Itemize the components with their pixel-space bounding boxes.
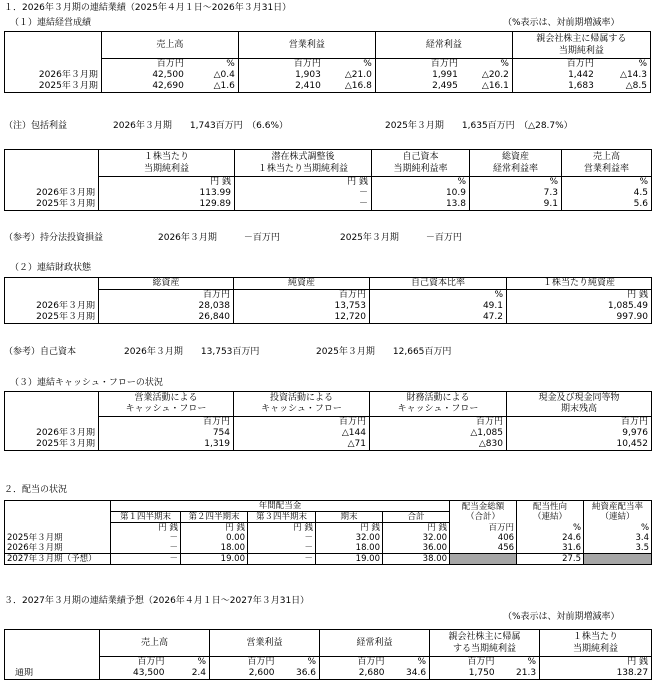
- table-row: [5, 199, 652, 211]
- unit-label: 百万円: [101, 59, 187, 71]
- cell: 10.9: [372, 188, 470, 199]
- cell: －: [248, 554, 316, 565]
- dividends-table: [4, 500, 652, 565]
- row-label: 2026年３月期: [5, 543, 111, 554]
- financial-position-title: （２）連結財政状態: [10, 263, 92, 273]
- cash-flow-table: [4, 391, 652, 451]
- table-row: [5, 439, 652, 451]
- header-net-income: 親会社株主に帰属 する当期純利益: [430, 630, 540, 657]
- unit-label: 百万円: [375, 59, 461, 71]
- row-label: 2025年３月期: [5, 81, 102, 93]
- cell: △830: [370, 439, 507, 451]
- unit-label: 百万円: [430, 657, 498, 669]
- unit-label: 円 銭: [507, 290, 652, 302]
- unit-label: 円 銭: [99, 177, 235, 189]
- unit-label: %: [370, 290, 507, 302]
- header-roa: 総資産 経常利益率: [470, 150, 562, 177]
- table-row: [5, 533, 652, 543]
- cell: 13.8: [372, 199, 470, 211]
- comprehensive-income-2025: 2025年３月期 1,635百万円 （△28.7%）: [385, 121, 573, 131]
- header-operating-profit: 営業利益: [210, 630, 320, 657]
- unit-label: %: [562, 177, 652, 189]
- unit-label: %: [187, 59, 239, 71]
- row-label: 2026年３月期: [5, 301, 99, 312]
- cell: －: [111, 554, 181, 565]
- cell: 1,903: [238, 70, 324, 81]
- row-label: 2025年３月期: [5, 533, 111, 543]
- cell: 32.00: [316, 533, 383, 543]
- cell: 2,600: [210, 668, 278, 680]
- unit-label: 百万円: [450, 523, 517, 534]
- header-net-assets: 純資産: [234, 278, 370, 290]
- unit-label: 百万円: [320, 657, 388, 669]
- table-row: [5, 81, 651, 93]
- cell: 1,442: [512, 70, 596, 81]
- own-capital-label: （参考）自己資本: [4, 347, 77, 357]
- own-capital-2026: 2026年３月期 13,753百万円: [124, 347, 260, 357]
- header-investing-cf: 投資活動による キャッシュ・フロー: [234, 392, 370, 417]
- cell: 138.27: [540, 668, 652, 680]
- cell: 43,500: [100, 668, 168, 680]
- equity-method-label: （参考）持分法投資損益: [4, 233, 104, 243]
- cell: 9.1: [470, 199, 562, 211]
- row-label: 2026年３月期: [5, 70, 102, 81]
- cell: 26,840: [99, 312, 234, 324]
- header-financing-cf: 財務活動による キャッシュ・フロー: [370, 392, 507, 417]
- cell: 4.5: [562, 188, 652, 199]
- cell: △0.4: [187, 70, 239, 81]
- header-ordinary-profit: 経常利益: [320, 630, 430, 657]
- table-row: [5, 301, 652, 312]
- header-q1: 第１四半期末: [111, 512, 181, 523]
- header-net-income: 親会社株主に帰属する 当期純利益: [512, 32, 650, 59]
- header-diluted-eps: 潜在株式調整後 １株当たり当期純利益: [235, 150, 372, 177]
- unit-label: 百万円: [234, 417, 370, 429]
- section1-subtitle: （１）連結経営成績: [10, 18, 92, 28]
- forecast-title: ３．2027年３月期の連結業績予想（2026年４月１日～2027年３月31日）: [4, 596, 310, 606]
- header-annual-dividend: 年間配当金: [111, 501, 450, 512]
- cell: 28,038: [99, 301, 234, 312]
- forecast-table: [4, 629, 652, 680]
- unit-label: %: [278, 657, 320, 669]
- per-share-table: [4, 149, 652, 211]
- unit-label: %: [470, 177, 562, 189]
- shaded-cell: [450, 554, 517, 565]
- own-capital-2025: 2025年３月期 12,665百万円: [316, 347, 452, 357]
- cell: 18.00: [181, 543, 248, 554]
- financial-position-table: [4, 277, 652, 324]
- unit-label: 円 銭: [235, 177, 372, 189]
- cell: 47.2: [370, 312, 507, 324]
- cell: 38.00: [383, 554, 450, 565]
- row-label: 2025年３月期: [5, 199, 99, 211]
- unit-label: %: [324, 59, 376, 71]
- row-label: 2025年３月期: [5, 439, 99, 451]
- cell: △20.2: [461, 70, 513, 81]
- unit-label: 百万円: [99, 290, 234, 302]
- table-row: [5, 543, 652, 554]
- cell: 49.1: [370, 301, 507, 312]
- table-row: [5, 428, 652, 439]
- cell: 13,753: [234, 301, 370, 312]
- header-ordinary-profit: 経常利益: [375, 32, 512, 59]
- cell: 1,991: [375, 70, 461, 81]
- cell: △1,085: [370, 428, 507, 439]
- cell: △1.6: [187, 81, 239, 93]
- unit-label: 百万円: [238, 59, 324, 71]
- header-operating-cf: 営業活動による キャッシュ・フロー: [99, 392, 234, 417]
- unit-label: %: [517, 523, 584, 534]
- cell: －: [235, 199, 372, 211]
- table-row: [5, 188, 652, 199]
- cell: △8.5: [597, 81, 651, 93]
- row-label: 通期: [5, 668, 100, 680]
- unit-label: 円 銭: [316, 523, 383, 534]
- header-sales: 売上高: [100, 630, 210, 657]
- unit-label: 百万円: [507, 417, 652, 429]
- header-roe: 自己資本 当期純利益率: [372, 150, 470, 177]
- cell: △21.0: [324, 70, 376, 81]
- unit-label: 百万円: [370, 417, 507, 429]
- header-year-end: 期末: [316, 512, 383, 523]
- cell: 21.3: [498, 668, 540, 680]
- comprehensive-income-2026: 2026年３月期 1,743百万円 （6.6%）: [113, 121, 289, 131]
- unit-label: %: [584, 523, 652, 534]
- unit-label: 円 銭: [111, 523, 181, 534]
- header-total-dividends: 配当金総額 （合計）: [450, 501, 517, 523]
- cash-flow-title: （３）連結キャッシュ・フローの状況: [10, 378, 163, 388]
- dividends-title: ２．配当の状況: [4, 485, 68, 495]
- header-eps: １株当たり 当期純利益: [99, 150, 235, 177]
- cell: 113.99: [99, 188, 235, 199]
- row-label: 2027年３月期（予想）: [5, 554, 111, 565]
- cell: －: [235, 188, 372, 199]
- cell: 1,683: [512, 81, 596, 93]
- cell: 42,500: [101, 70, 187, 81]
- cell: △144: [234, 428, 370, 439]
- cell: －: [248, 533, 316, 543]
- cell: 1,085.49: [507, 301, 652, 312]
- cell: 754: [99, 428, 234, 439]
- cell: －: [248, 543, 316, 554]
- cell: 12,720: [234, 312, 370, 324]
- cell: △16.1: [461, 81, 513, 93]
- unit-label: 円 銭: [383, 523, 450, 534]
- cell: △71: [234, 439, 370, 451]
- cell: 27.5: [517, 554, 584, 565]
- cell: 32.00: [383, 533, 450, 543]
- cell: 1,750: [430, 668, 498, 680]
- table-row: [5, 554, 652, 565]
- cell: △16.8: [324, 81, 376, 93]
- section1-title: １．2026年３月期の連結業績（2025年４月１日～2026年３月31日）: [4, 3, 292, 13]
- cell: 31.6: [517, 543, 584, 554]
- unit-label: %: [372, 177, 470, 189]
- comprehensive-income-label: （注）包括利益: [4, 121, 68, 131]
- header-sales: 売上高: [101, 32, 238, 59]
- cell: 18.00: [316, 543, 383, 554]
- unit-label: 円 銭: [248, 523, 316, 534]
- cell: 3.5: [584, 543, 652, 554]
- unit-label: 百万円: [99, 417, 234, 429]
- row-label: 2026年３月期: [5, 188, 99, 199]
- cell: 36.6: [278, 668, 320, 680]
- unit-label: 円 銭: [540, 657, 652, 669]
- header-payout-ratio: 配当性向 （連結）: [517, 501, 584, 523]
- cell: 0.00: [181, 533, 248, 543]
- forecast-percent-note: （%表示は、対前期増減率）: [503, 612, 620, 622]
- header-dividend-on-equity: 純資産配当率 （連結）: [584, 501, 652, 523]
- unit-label: %: [498, 657, 540, 669]
- unit-label: %: [461, 59, 513, 71]
- table-row: [5, 312, 652, 324]
- cell: 9,976: [507, 428, 652, 439]
- header-operating-profit: 営業利益: [238, 32, 375, 59]
- header-eps: １株当たり 当期純利益: [540, 630, 652, 657]
- cell: 36.00: [383, 543, 450, 554]
- cell: －: [111, 543, 181, 554]
- cell: 24.6: [517, 533, 584, 543]
- cell: 5.6: [562, 199, 652, 211]
- header-bps: １株当たり純資産: [507, 278, 652, 290]
- cell: 2,495: [375, 81, 461, 93]
- cell: －: [111, 533, 181, 543]
- row-label: 2026年３月期: [5, 428, 99, 439]
- unit-label: %: [597, 59, 651, 71]
- cell: 7.3: [470, 188, 562, 199]
- cell: 10,452: [507, 439, 652, 451]
- unit-label: 百万円: [210, 657, 278, 669]
- cell: 34.6: [388, 668, 430, 680]
- cell: 456: [450, 543, 517, 554]
- cell: 2,680: [320, 668, 388, 680]
- cell: 2,410: [238, 81, 324, 93]
- operating-results-table: [4, 31, 651, 93]
- cell: 19.00: [181, 554, 248, 565]
- cell: △14.3: [597, 70, 651, 81]
- header-total-assets: 総資産: [99, 278, 234, 290]
- cell: 1,319: [99, 439, 234, 451]
- unit-label: 百万円: [512, 59, 596, 71]
- cell: 42,690: [101, 81, 187, 93]
- shaded-cell: [584, 554, 652, 565]
- header-cash-end: 現金及び現金同等物 期末残高: [507, 392, 652, 417]
- header-total: 合計: [383, 512, 450, 523]
- cell: 2.4: [168, 668, 210, 680]
- unit-label: 百万円: [100, 657, 168, 669]
- cell: 997.90: [507, 312, 652, 324]
- table-row: [5, 70, 651, 81]
- unit-label: 百万円: [234, 290, 370, 302]
- header-op-margin: 売上高 営業利益率: [562, 150, 652, 177]
- unit-label: %: [388, 657, 430, 669]
- equity-method-2025: 2025年３月期 －百万円: [340, 233, 462, 243]
- header-q2: 第２四半期末: [181, 512, 248, 523]
- table-row: [5, 668, 652, 680]
- cell: 129.89: [99, 199, 235, 211]
- cell: 19.00: [316, 554, 383, 565]
- cell: 406: [450, 533, 517, 543]
- header-q3: 第３四半期末: [248, 512, 316, 523]
- unit-label: 円 銭: [181, 523, 248, 534]
- cell: 3.4: [584, 533, 652, 543]
- row-label: 2025年３月期: [5, 312, 99, 324]
- unit-label: %: [168, 657, 210, 669]
- percent-note: （%表示は、対前期増減率）: [503, 18, 620, 28]
- header-equity-ratio: 自己資本比率: [370, 278, 507, 290]
- equity-method-2026: 2026年３月期 －百万円: [158, 233, 280, 243]
